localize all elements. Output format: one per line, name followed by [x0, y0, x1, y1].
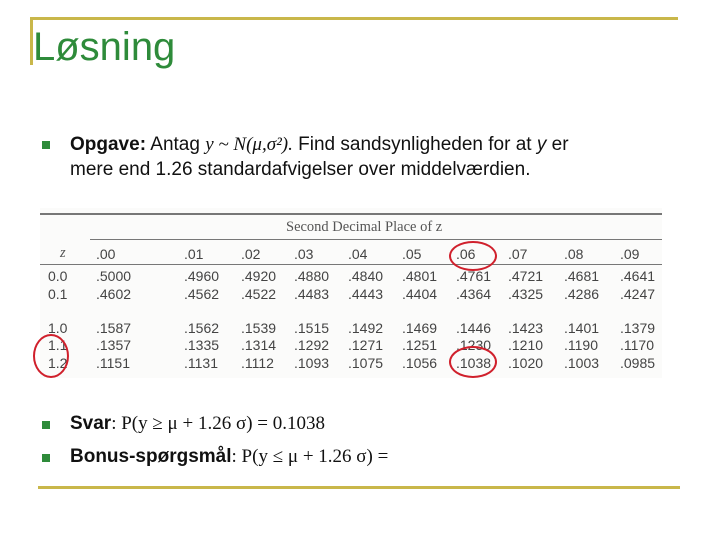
table-cell: .4761: [456, 268, 492, 284]
table-col-header: .04: [348, 246, 368, 262]
table-col-header: .03: [294, 246, 314, 262]
table-cell: .1492: [348, 320, 384, 336]
bullet-bonus: [42, 454, 50, 462]
table-cell: .4247: [620, 286, 656, 302]
highlight-circle-value: [449, 346, 497, 378]
table-cell: .4602: [96, 286, 132, 302]
table-cell: .1190: [564, 337, 598, 353]
bullet-task: [42, 141, 50, 149]
table-cell: .4641: [620, 268, 656, 284]
table-cell: .1038: [456, 355, 492, 371]
table-header-rule: [90, 239, 662, 240]
table-cell: .5000: [96, 268, 132, 284]
table-row-z: 1.0: [48, 320, 68, 336]
table-col-header: .09: [620, 246, 640, 262]
table-cell: .1056: [402, 355, 438, 371]
table-cell: .4681: [564, 268, 600, 284]
table-cell: .1423: [508, 320, 544, 336]
table-cell: .4960: [184, 268, 220, 284]
table-cell: .1003: [564, 355, 600, 371]
table-cell: .1292: [294, 337, 330, 353]
table-cell: .1093: [294, 355, 330, 371]
answer-text: : P(y ≥ μ + 1.26 σ) = 0.1038: [111, 413, 325, 434]
table-cell: .4840: [348, 268, 384, 284]
task-formula: y ~ N(μ,σ²).: [205, 134, 293, 155]
table-columns-rule: [40, 264, 662, 265]
table-z-label: z: [60, 245, 66, 261]
table-cell: .1539: [241, 320, 277, 336]
table-cell: .1210: [508, 337, 544, 353]
table-col-header: .01: [184, 246, 204, 262]
top-rule: [30, 17, 678, 20]
table-cell: .4880: [294, 268, 330, 284]
slide-title: Løsning: [33, 25, 176, 69]
bonus-text: : P(y ≤ μ + 1.26 σ) =: [231, 446, 389, 467]
task-line-1: [70, 132, 569, 157]
table-col-header: .06: [456, 246, 476, 262]
table-cell: .4801: [402, 268, 438, 284]
table-col-header: .07: [508, 246, 528, 262]
answer-line: [70, 411, 325, 436]
answer-label: Svar: [70, 413, 112, 434]
task-label: Opgave:: [70, 134, 147, 155]
table-cell: .1251: [402, 337, 438, 353]
bullet-answer: [42, 421, 50, 429]
table-cell: .1314: [241, 337, 277, 353]
table-col-header: .05: [402, 246, 422, 262]
table-cell: .4443: [348, 286, 384, 302]
table-cell: .4325: [508, 286, 544, 302]
table-cell: .1401: [564, 320, 600, 336]
table-cell: .1357: [96, 337, 132, 353]
table-cell: .1020: [508, 355, 544, 371]
task-line-2: mere end 1.26 standardafvigelser over middelværdien.: [70, 159, 531, 180]
table-cell: .1562: [184, 320, 220, 336]
table-col-header: .08: [564, 246, 584, 262]
table-row-z: 1.1: [48, 337, 68, 353]
table-cell: .0985: [620, 355, 656, 371]
table-cell: .4522: [241, 286, 277, 302]
table-cell: .1170: [620, 337, 654, 353]
table-cell: .4404: [402, 286, 438, 302]
table-row-z: 0.0: [48, 268, 68, 284]
table-cell: .4364: [456, 286, 492, 302]
bottom-rule: [38, 486, 680, 489]
table-cell: .1379: [620, 320, 656, 336]
table-cell: .1230: [456, 337, 492, 353]
highlight-circle-row: [33, 334, 69, 378]
table-row-z: 1.2: [48, 355, 68, 371]
table-cell: .1446: [456, 320, 492, 336]
table-cell: .1131: [184, 355, 218, 371]
bonus-line: [70, 444, 388, 469]
normal-table-image: [40, 208, 662, 378]
task-text-c: er: [546, 134, 569, 155]
table-cell: .4562: [184, 286, 220, 302]
highlight-circle-column: [449, 241, 497, 271]
table-cell: .1075: [348, 355, 384, 371]
table-cell: .1335: [184, 337, 220, 353]
table-cell: .1469: [402, 320, 438, 336]
table-cell: .1587: [96, 320, 132, 336]
task-text-a: Antag: [150, 134, 206, 155]
table-cell: .4483: [294, 286, 330, 302]
table-cell: .1112: [241, 355, 274, 371]
bonus-label: Bonus-spørgsmål: [70, 446, 232, 467]
table-cell: .4721: [508, 268, 544, 284]
table-cell: .1515: [294, 320, 330, 336]
table-header-title: Second Decimal Place of z: [286, 219, 443, 235]
table-cell: .1271: [348, 337, 384, 353]
table-col-header: .00: [96, 246, 116, 262]
task-paragraph: [70, 132, 569, 182]
table-cell: .4920: [241, 268, 277, 284]
task-var: y: [536, 134, 547, 155]
table-cell: .4286: [564, 286, 600, 302]
table-cell: .1151: [96, 355, 130, 371]
task-text-b: Find sandsynligheden for at: [292, 134, 537, 155]
table-top-rule: [40, 213, 662, 215]
table-col-header: .02: [241, 246, 261, 262]
table-row-z: 0.1: [48, 286, 68, 302]
